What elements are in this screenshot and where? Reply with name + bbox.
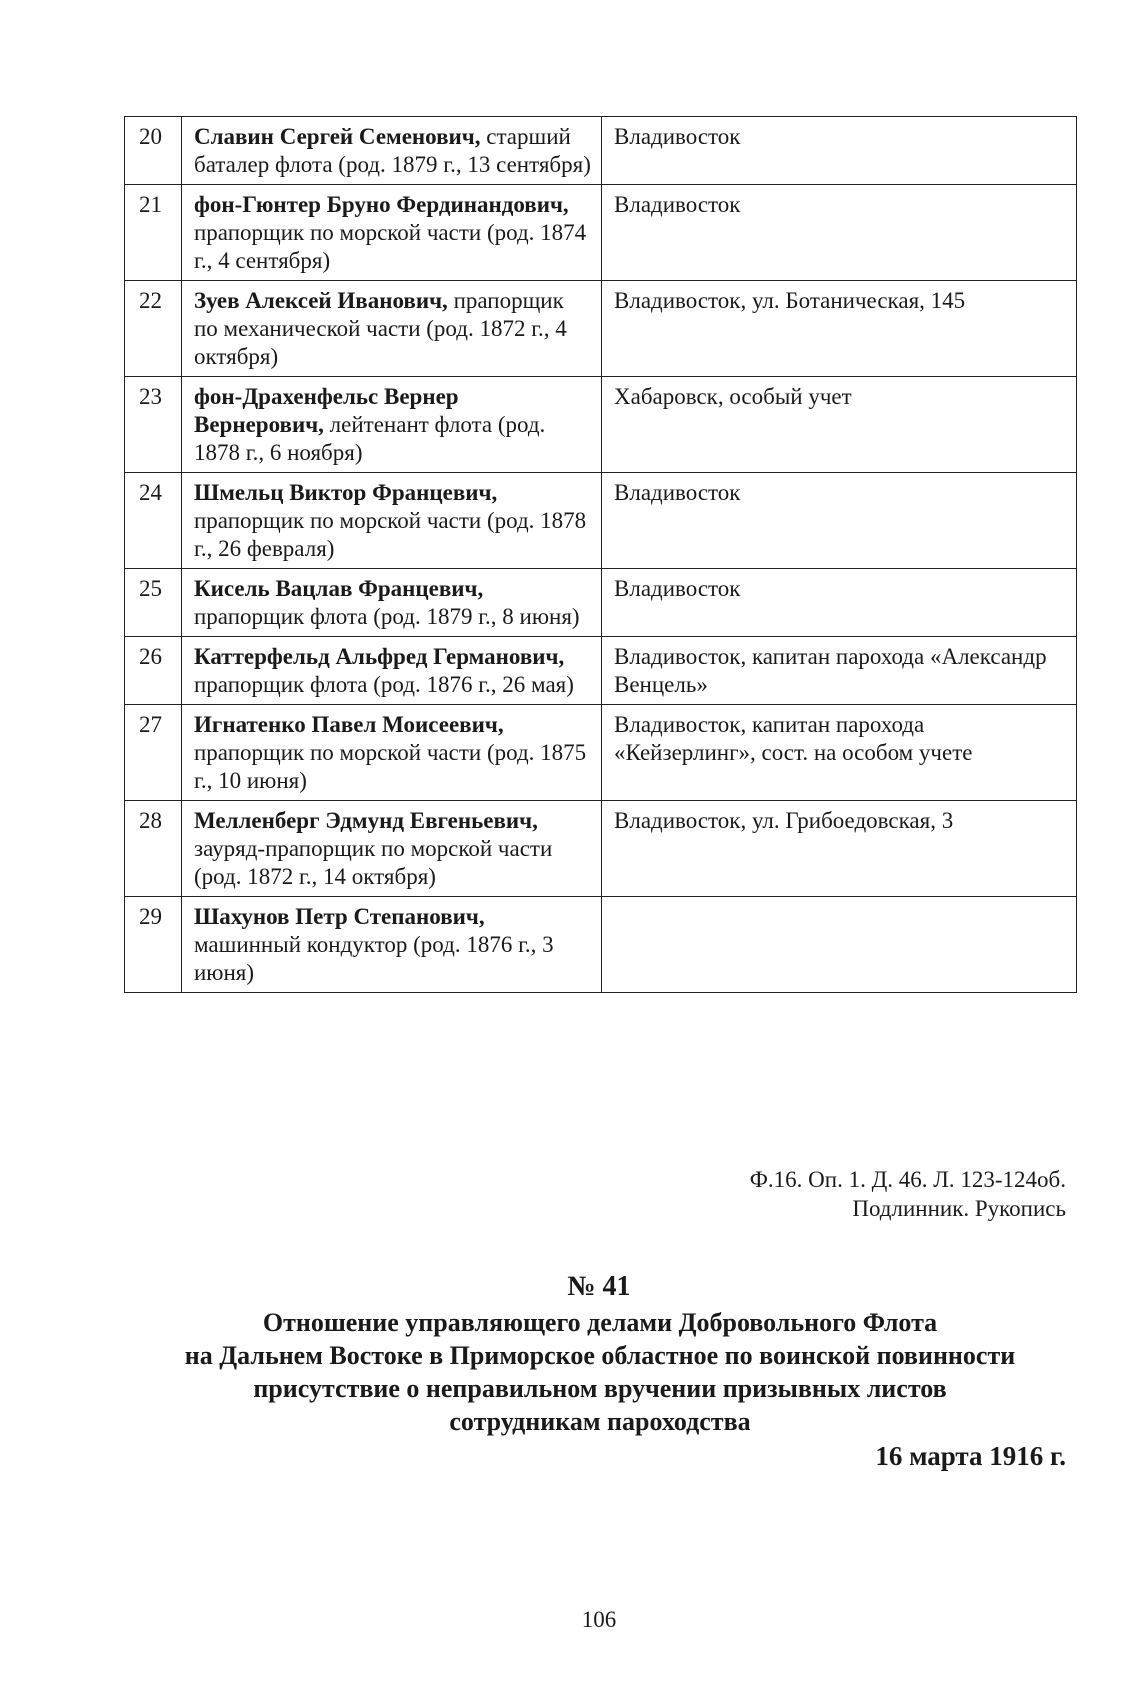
- person-name: Каттерфельд Альфред Германович,: [194, 644, 565, 669]
- person-details: машинный кондуктор (род. 1876 г., 3 июня): [194, 932, 554, 985]
- place-cell: [602, 897, 1077, 993]
- place-cell: Владивосток, ул. Грибоедовская, 3: [602, 801, 1077, 897]
- person-cell: [182, 117, 602, 185]
- document-number: № 41: [567, 1271, 631, 1302]
- person-details: прапорщик по морской части (род. 1874 г., 4 сентября): [194, 220, 587, 273]
- row-number: 27: [125, 705, 182, 801]
- document-date: 16 марта 1916 г.: [875, 1441, 1066, 1471]
- row-number: 25: [125, 569, 182, 637]
- archive-source: [750, 1165, 1066, 1223]
- place-cell: Владивосток: [602, 569, 1077, 637]
- table-row: [125, 705, 1077, 801]
- table-row: [125, 897, 1077, 993]
- person-cell: [182, 185, 602, 281]
- row-number: 23: [125, 377, 182, 473]
- person-name: Кисель Вацлав Францевич,: [194, 576, 484, 601]
- person-name: Славин Сергей Семенович,: [194, 124, 481, 149]
- row-number: 28: [125, 801, 182, 897]
- person-name: Игнатенко Павел Моисеевич,: [194, 712, 504, 737]
- person-cell: [182, 897, 602, 993]
- person-name: Зуев Алексей Иванович,: [194, 288, 448, 313]
- document-title: [100, 1306, 1100, 1438]
- table-row: [125, 377, 1077, 473]
- person-name: Мелленберг Эдмунд Евгеньевич,: [194, 808, 538, 833]
- person-cell: [182, 801, 602, 897]
- place-cell: Владивосток: [602, 117, 1077, 185]
- table-row: [125, 117, 1077, 185]
- person-cell: [182, 473, 602, 569]
- row-number: 24: [125, 473, 182, 569]
- row-number: 21: [125, 185, 182, 281]
- personnel-table: [124, 116, 1077, 993]
- row-number: 20: [125, 117, 182, 185]
- person-details: прапорщик флота (род. 1876 г., 26 мая): [194, 672, 574, 697]
- place-cell: Владивосток: [602, 473, 1077, 569]
- person-details: прапорщик флота (род. 1879 г., 8 июня): [194, 604, 580, 629]
- row-number: 29: [125, 897, 182, 993]
- table-row: [125, 185, 1077, 281]
- table-row: [125, 281, 1077, 377]
- table-row: [125, 569, 1077, 637]
- person-details: прапорщик по морской части (род. 1878 г., 26 февраля): [194, 508, 587, 561]
- person-name: Шахунов Петр Степанович,: [194, 904, 485, 929]
- archive-reference: Ф.16. Оп. 1. Д. 46. Л. 123-124об.: [749, 1167, 1066, 1192]
- document-title-line: присутствие о неправильном вручении призывных листов: [253, 1374, 947, 1403]
- person-details: прапорщик по механической части (род. 1872 г., 4 октября): [194, 288, 567, 369]
- place-cell: Владивосток, капитан парохода «Александр Венцель»: [602, 637, 1077, 705]
- person-cell: [182, 377, 602, 473]
- place-cell: Владивосток: [602, 185, 1077, 281]
- table-row: [125, 801, 1077, 897]
- document-title-line: на Дальнем Востоке в Приморское областное по воинской повинности: [184, 1341, 1016, 1370]
- document-title-line: Отношение управляющего делами Добровольного Флота: [262, 1308, 938, 1337]
- row-number: 26: [125, 637, 182, 705]
- person-details: прапорщик по морской части (род. 1875 г., 10 июня): [194, 740, 587, 793]
- archive-note: Подлинник. Рукопись: [852, 1196, 1066, 1221]
- place-cell: Владивосток, ул. Ботаническая, 145: [602, 281, 1077, 377]
- person-details: лейтенант флота (род. 1878 г., 6 ноября): [194, 412, 546, 465]
- table-row: [125, 637, 1077, 705]
- person-name: фон-Драхенфельс Вернер Вернерович,: [194, 384, 459, 437]
- person-name: Шмельц Виктор Францевич,: [194, 480, 498, 505]
- page-number: 106: [581, 1607, 617, 1632]
- row-number: 22: [125, 281, 182, 377]
- person-cell: [182, 281, 602, 377]
- person-name: фон-Гюнтер Бруно Фердинандович,: [194, 192, 569, 217]
- person-cell: [182, 705, 602, 801]
- place-cell: Владивосток, капитан парохода «Кейзерлинг», сост. на особом учете: [602, 705, 1077, 801]
- person-cell: [182, 637, 602, 705]
- person-cell: [182, 569, 602, 637]
- person-details: старший баталер флота (род. 1879 г., 13 сентября): [194, 124, 591, 177]
- person-details: зауряд-прапорщик по морской части (род. 1872 г., 14 октября): [194, 836, 553, 889]
- table-row: [125, 473, 1077, 569]
- document-title-line: сотрудникам пароходства: [449, 1407, 751, 1436]
- place-cell: Хабаровск, особый учет: [602, 377, 1077, 473]
